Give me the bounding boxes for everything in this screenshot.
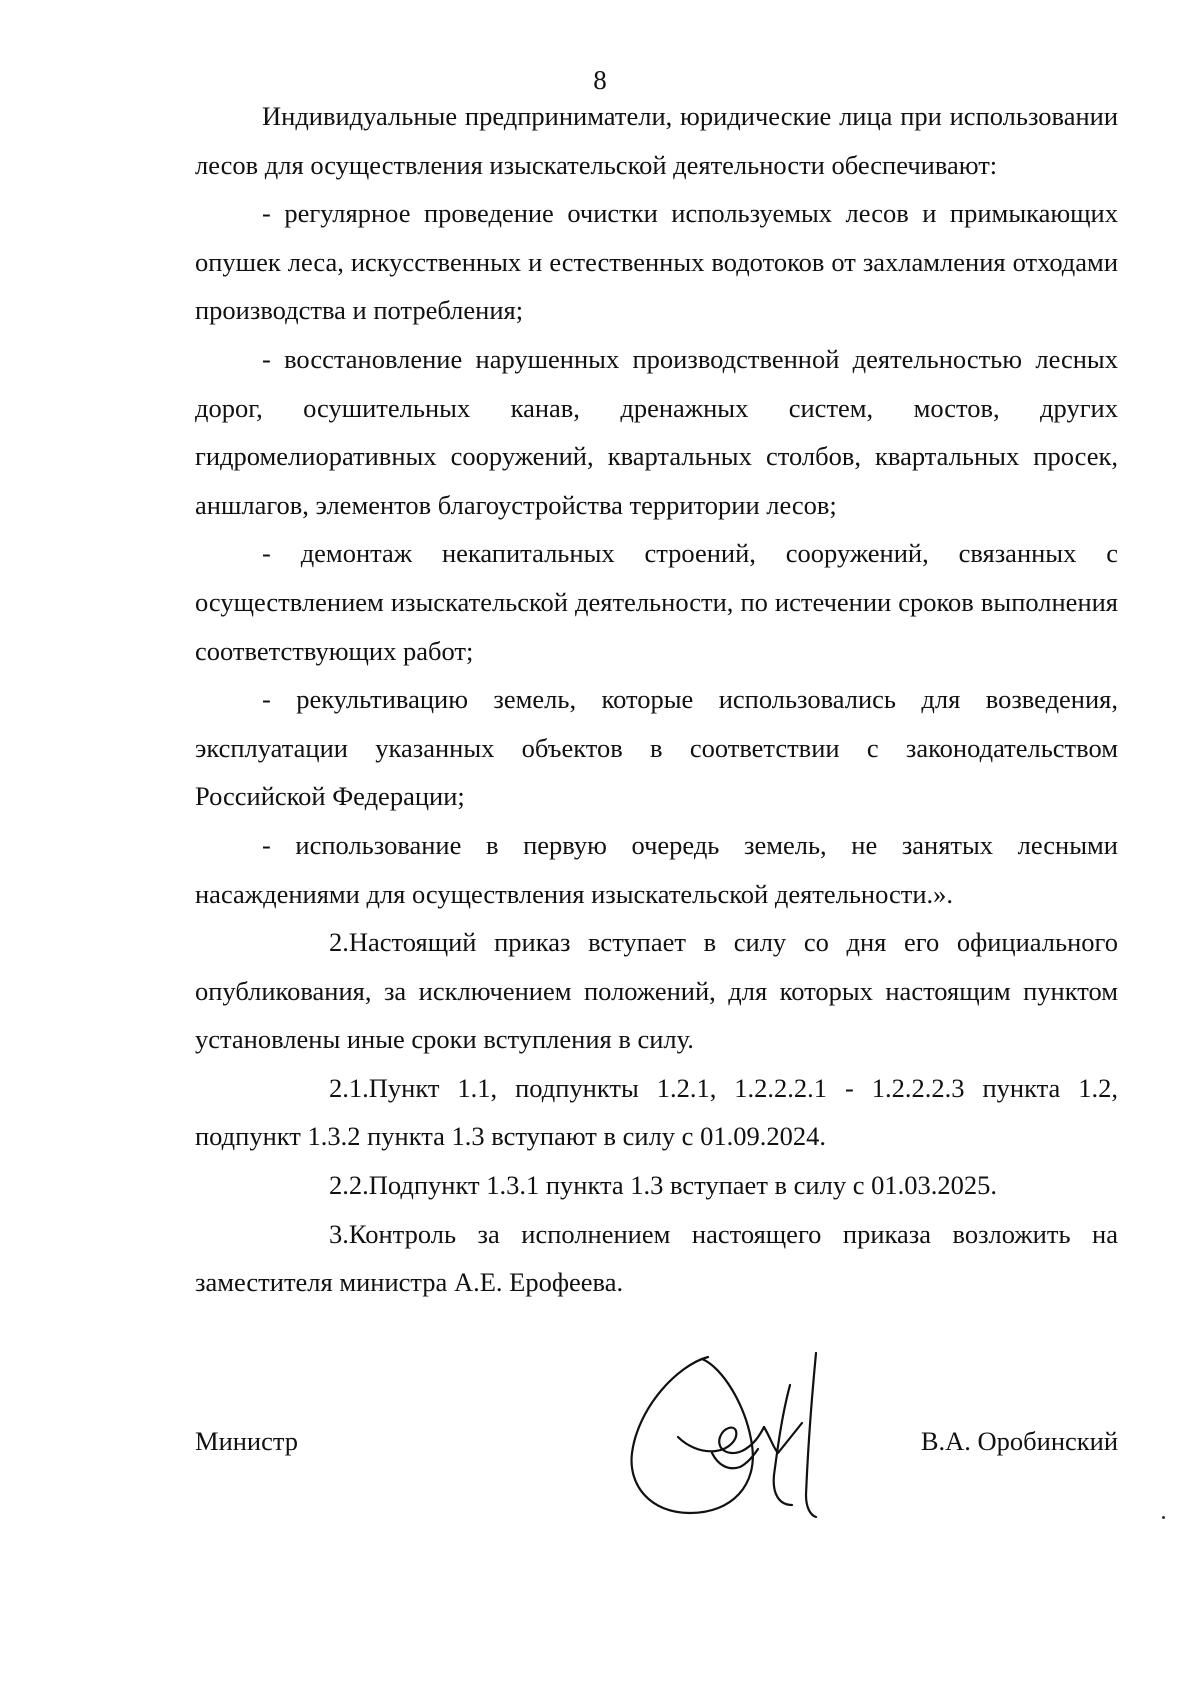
intro-paragraph: Индивидуальные предприниматели, юридические лица при использовании лесов для осуществления изыскательской деятельности обеспечивают: — [195, 101, 1118, 180]
page-number: 8 — [593, 65, 607, 95]
list-item-cleaning: - регулярное проведение очистки используемых лесов и примыкающих опушек леса, искусственных и естественных водотоков от захламления отходами производства и потребления; — [195, 198, 1118, 326]
clause-text: Настоящий приказ вступает в силу со дня его официального опубликования, за исключением положений, для которых настоящим пунктом установлены иные сроки вступления в силу. — [195, 927, 1118, 1055]
clause-text: Пункт 1.1, подпункты 1.2.1, 1.2.2.2.1 - 1.2.2.2.3 пункта 1.2, подпункт 1.3.2 пункта 1.3 вступают в силу с 01.09.2024. — [195, 1072, 1118, 1152]
list-item-dismantling: - демонтаж некапитальных строений, сооружений, связанных с осуществлением изыскательской деятельности, по истечении сроков выполнения соответствующих работ; — [195, 538, 1118, 666]
clause-number: 2.2. — [329, 1170, 369, 1201]
document-body — [195, 92, 1118, 1307]
list-item-recultivation: - рекультивацию земель, которые использовались для возведения, эксплуатации указанных объектов в соответствии с законодательством Российской Федерации; — [195, 684, 1118, 812]
signatory-title: Министр — [195, 1426, 299, 1456]
clause-2-1 — [195, 1064, 1118, 1161]
clause-text: Подпункт 1.3.1 пункта 1.3 вступает в силу с 01.03.2025. — [368, 1170, 997, 1201]
clause-2-2 — [195, 1161, 1118, 1210]
clause-number: 2.1. — [329, 1072, 369, 1103]
clause-number: 3. — [329, 1218, 349, 1249]
scan-speck — [1162, 1516, 1165, 1519]
clause-2 — [195, 918, 1118, 1064]
signatory-name: В.А. Оробинский — [920, 1426, 1118, 1456]
clause-number: 2. — [329, 927, 349, 958]
handwritten-signature — [620, 1345, 870, 1520]
list-item-land-use: - использование в первую очередь земель, не занятых лесными насаждениями для осуществления изыскательской деятельности.». — [195, 829, 1118, 909]
list-item-restoration: - восстановление нарушенных производственной деятельностью лесных дорог, осушительных канав, дренажных систем, мостов, других гидромелиоративных сооружений, квартальных столбов, квартальных просек, аншлагов, элементов благоустройства территории лесов; — [195, 343, 1118, 520]
clause-text: Контроль за исполнением настоящего приказа возложить на заместителя министра А.Е. Ерофеева. — [195, 1218, 1118, 1298]
clause-3 — [195, 1210, 1118, 1307]
